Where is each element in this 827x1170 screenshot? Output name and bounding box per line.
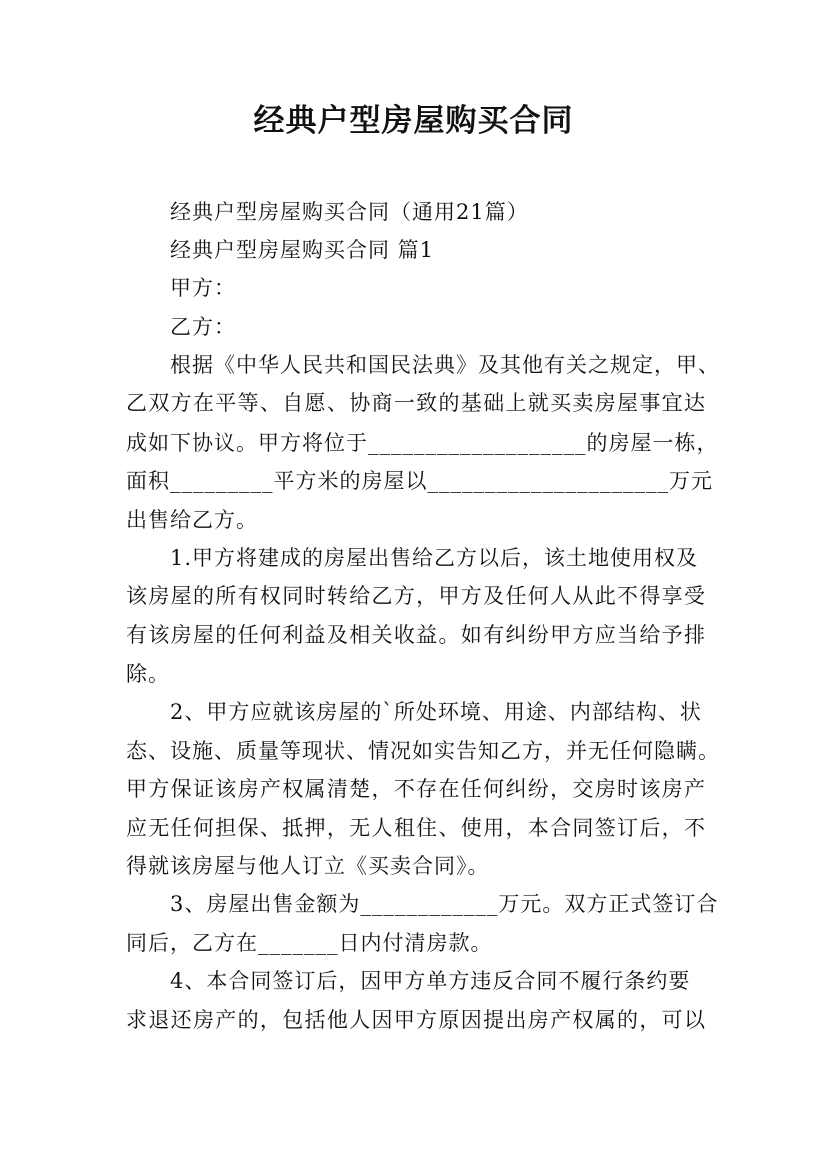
- paragraph-line: 得就该房屋与他人订立《买卖合同》。: [126, 854, 490, 878]
- paragraph-line: 乙双方在平等、自愿、协商一致的基础上就买卖房屋事宜达: [126, 391, 706, 415]
- paragraph-line: 出售给乙方。: [126, 508, 258, 532]
- paragraph-line: 3、房屋出售金额为____________万元。双方正式签订合: [170, 892, 719, 916]
- paragraph-line: 根据《中华人民共和国民法典》及其他有关之规定，甲、: [170, 353, 720, 377]
- paragraph-line: 该房屋的所有权同时转给乙方，甲方及任何人从此不得享受: [126, 584, 706, 608]
- paragraph-line: 4、本合同签订后，因甲方单方违反合同不履行条约要: [170, 969, 691, 993]
- paragraph-line: 态、设施、质量等现状、情况如实告知乙方，并无任何隐瞒。: [126, 739, 720, 763]
- paragraph-line: 应无任何担保、抵押，无人租住、使用，本合同签订后，不: [126, 816, 706, 840]
- subtitle-line: 经典户型房屋购买合同（通用21篇）: [170, 200, 529, 224]
- party-a-label: 甲方：: [170, 276, 236, 300]
- paragraph-line: 除。: [126, 662, 170, 686]
- paragraph-line: 甲方保证该房产权属清楚，不存在任何纠纷，交房时该房产: [126, 777, 706, 801]
- party-b-label: 乙方：: [170, 315, 236, 339]
- paragraph-line: 面积_________平方米的房屋以_____________________万元: [126, 469, 713, 493]
- paragraph-line: 1.甲方将建成的房屋出售给乙方以后，该土地使用权及: [170, 546, 699, 570]
- paragraph-line: 同后，乙方在_______日内付清房款。: [126, 931, 493, 955]
- paragraph-line: 2、甲方应就该房屋的`所处环境、用途、内部结构、状: [170, 700, 702, 724]
- section-heading: 经典户型房屋购买合同 篇1: [170, 238, 435, 262]
- document-title: 经典户型房屋购买合同: [253, 103, 574, 139]
- paragraph-line: 求退还房产的，包括他人因甲方原因提出房产权属的，可以: [126, 1008, 706, 1032]
- paragraph-line: 有该房屋的任何利益及相关收益。如有纠纷甲方应当给予排: [126, 623, 706, 647]
- paragraph-line: 成如下协议。甲方将位于___________________的房屋一栋，: [126, 431, 719, 455]
